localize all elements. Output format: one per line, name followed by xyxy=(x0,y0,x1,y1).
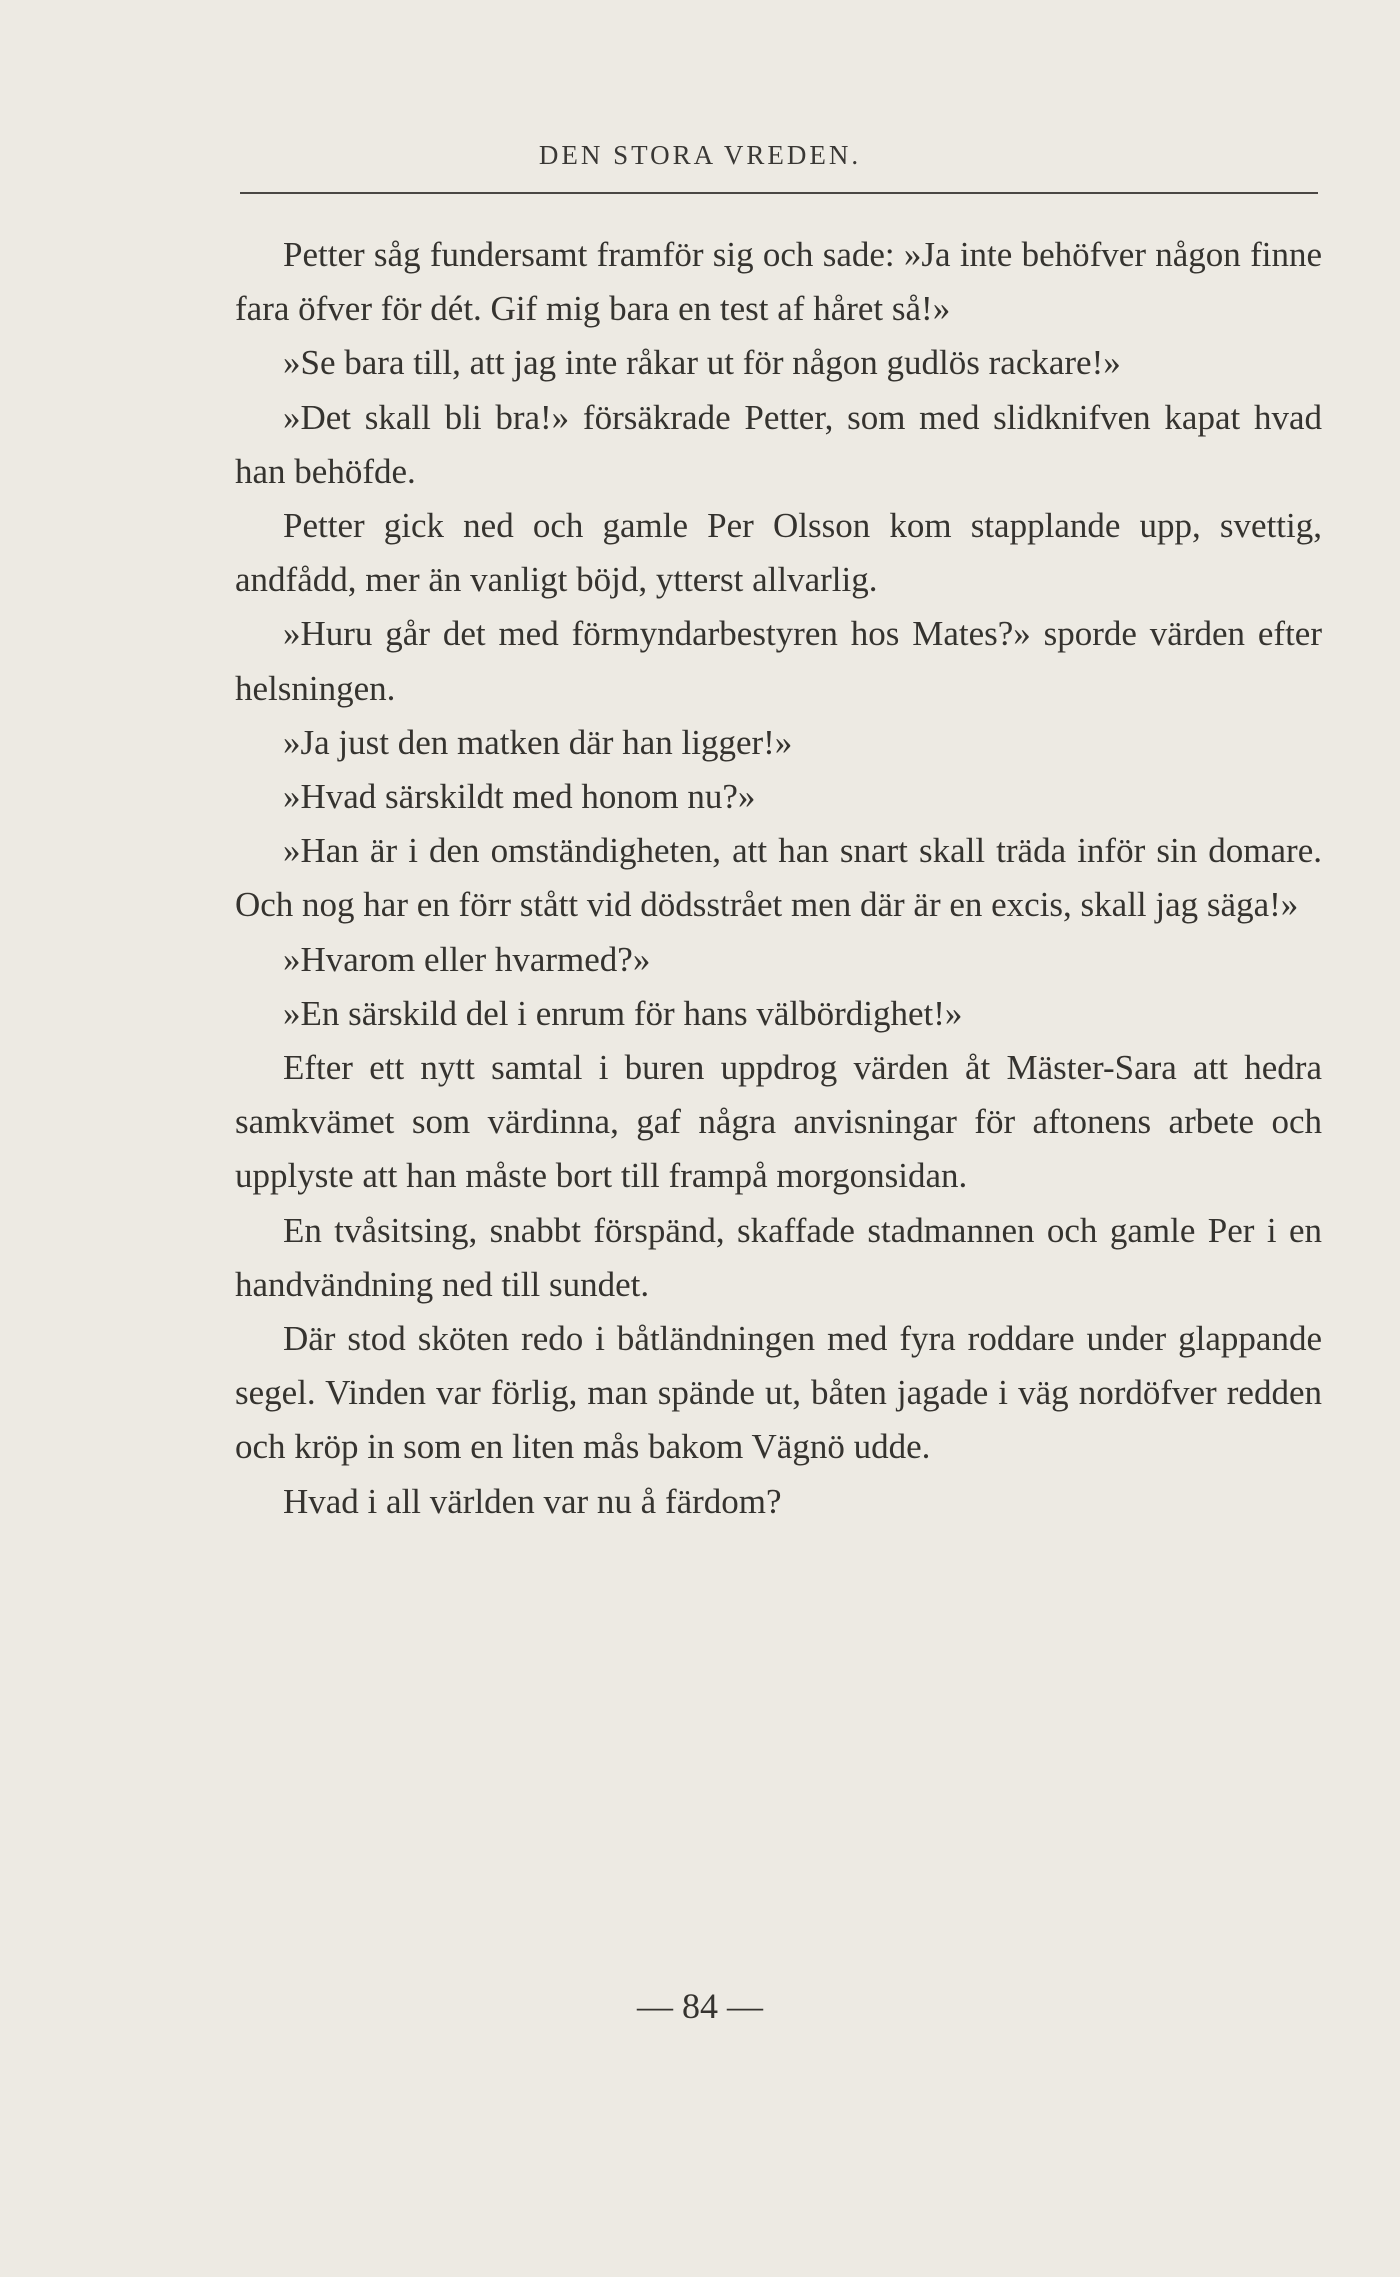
paragraph: Petter såg fundersamt framför sig och sade: »Ja inte behöfver någon finne fara öfver för dét. Gif mig bara en test af håret så!» xyxy=(235,235,1322,329)
page-number: — 84 — xyxy=(637,1986,763,2026)
paragraph: »Hvarom eller hvarmed?» xyxy=(283,939,651,979)
paragraph: »Han är i den omständigheten, att han snart skall träda inför sin domare. Och nog har en förr stått vid dödsstrået men där är en excis, skall jag säga!» xyxy=(235,831,1322,925)
header-rule xyxy=(240,192,1318,194)
paragraph: Petter gick ned och gamle Per Olsson kom stapplande upp, svettig, andfådd, mer än vanligt böjd, ytterst allvarlig. xyxy=(235,506,1322,600)
paragraph: »Se bara till, att jag inte råkar ut för någon gudlös rackare!» xyxy=(283,343,1121,383)
paragraph: Efter ett nytt samtal i buren uppdrog värden åt Mäster-Sara att hedra samkvämet som värdinna, gaf några anvisningar för aftonens arbete och upplyste att han måste bort till frampå morgonsidan. xyxy=(235,1048,1322,1196)
body-text xyxy=(235,228,1322,1529)
paragraph: Där stod sköten redo i båtländningen med fyra roddare under glappande segel. Vinden var förlig, man spände ut, båten jagade i väg nordöfver redden och kröp in som en liten mås bakom Vägnö udde. xyxy=(235,1319,1322,1467)
paragraph: »Huru går det med förmyndarbestyren hos Mates?» sporde värden efter helsningen. xyxy=(235,614,1322,708)
paragraph: Hvad i all världen var nu å färdom? xyxy=(283,1481,782,1521)
paragraph: »Hvad särskildt med honom nu?» xyxy=(283,777,756,817)
paragraph: »Det skall bli bra!» försäkrade Petter, som med slidknifven kapat hvad han behöfde. xyxy=(235,397,1322,491)
paragraph: En tvåsitsing, snabbt förspänd, skaffade stadmannen och gamle Per i en handvändning ned till sundet. xyxy=(235,1210,1322,1304)
paragraph: »En särskild del i enrum för hans välbördighet!» xyxy=(283,993,963,1033)
paragraph: »Ja just den matken där han ligger!» xyxy=(283,722,793,762)
running-title: DEN STORA VREDEN. xyxy=(538,140,862,170)
